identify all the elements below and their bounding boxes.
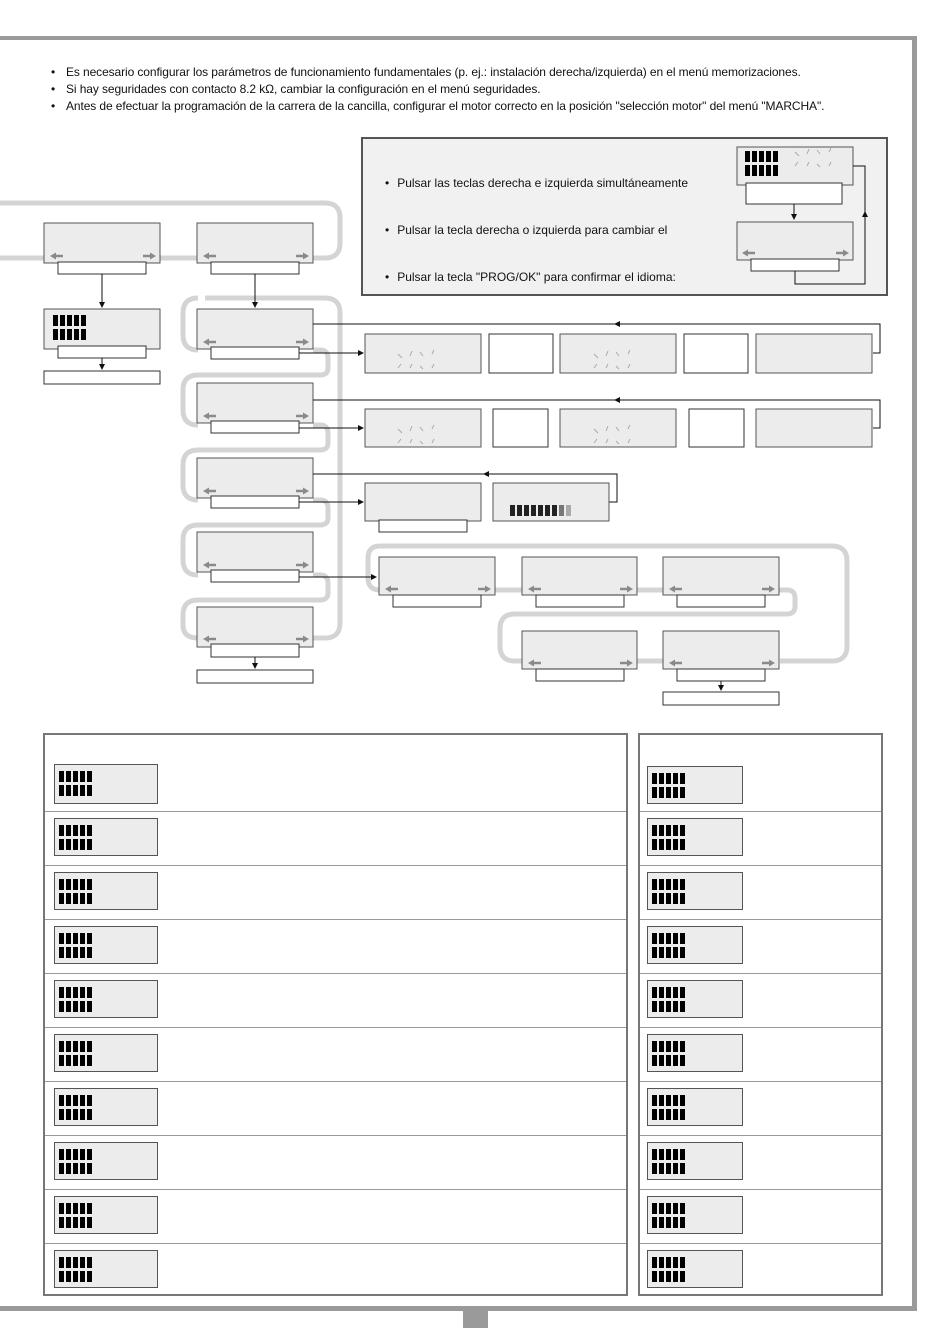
lcd-digits-icon (652, 1095, 685, 1120)
parameters-table-right (638, 733, 883, 1296)
lcd-digits-icon (59, 1257, 92, 1282)
lcd-display (54, 1196, 158, 1234)
lcd-digits-icon (59, 1041, 92, 1066)
lcd-display (54, 1088, 158, 1126)
lcd-digits-icon (652, 825, 685, 850)
table-row (45, 866, 626, 920)
language-step-2: • Pulsar la tecla derecha o izquierda para cambiar el (385, 223, 667, 237)
lcd-digits-icon (652, 1257, 685, 1282)
lcd-display (54, 926, 158, 964)
table-row (640, 866, 881, 920)
lcd-digits-icon (652, 1041, 685, 1066)
lcd-display (647, 1250, 743, 1288)
lcd-display (54, 872, 158, 910)
language-step-3: • Pulsar la tecla "PROG/OK" para confirmar el idioma: (385, 270, 676, 284)
lcd-digits-icon (652, 773, 685, 798)
lcd-digits-icon (59, 1149, 92, 1174)
table-row (45, 1028, 626, 1082)
lcd-display (54, 1034, 158, 1072)
lcd-display (647, 818, 743, 856)
table-row (45, 1082, 626, 1136)
lcd-display (647, 766, 743, 804)
lcd-display (54, 1250, 158, 1288)
language-step-1: • Pulsar las teclas derecha e izquierda simultáneamente (385, 176, 688, 190)
lcd-digits-icon (59, 987, 92, 1012)
progress-bar-icon (510, 505, 571, 516)
lcd-digits-icon (59, 1095, 92, 1120)
table-row (45, 1244, 626, 1296)
table-row (45, 812, 626, 866)
lcd-display (647, 1142, 743, 1180)
lcd-display (647, 980, 743, 1018)
menu-column (197, 309, 313, 683)
lcd-digits-icon (652, 987, 685, 1012)
lcd-digits-icon (59, 825, 92, 850)
table-row (640, 1082, 881, 1136)
note-item: • Antes de efectuar la programación de la carrera de la cancilla, configurar el motor correcto en la posición "selección motor" del menú "MARCHA". (48, 98, 908, 115)
lcd-digits-icon (652, 879, 685, 904)
lcd-digits-icon (59, 771, 92, 796)
table-row (640, 1028, 881, 1082)
table-row (640, 1136, 881, 1190)
lcd-display (54, 980, 158, 1018)
lcd-display (54, 1142, 158, 1180)
lcd-digits-icon (652, 1203, 685, 1228)
lcd-display (647, 1088, 743, 1126)
table-row (45, 1136, 626, 1190)
lcd-digits-icon (59, 933, 92, 958)
table-row (45, 920, 626, 974)
lcd-display (647, 872, 743, 910)
lcd-display (647, 1196, 743, 1234)
note-item: • Es necesario configurar los parámetros de funcionamiento fundamentales (p. ej.: instalación derecha/izquierda) en el menú memorizaciones. (48, 64, 908, 81)
lcd-digits-icon (59, 1203, 92, 1228)
table-row (45, 1190, 626, 1244)
lcd-display (647, 926, 743, 964)
lcd-digits-icon (652, 933, 685, 958)
note-item: • Si hay seguridades con contacto 8.2 kΩ, cambiar la configuración en el menú seguridades. (48, 81, 908, 98)
lcd-display (54, 764, 158, 804)
table-row (45, 974, 626, 1028)
table-row (45, 758, 626, 812)
lcd-digits-icon (59, 879, 92, 904)
table-row (640, 1190, 881, 1244)
table-row (640, 920, 881, 974)
table-row (640, 758, 881, 812)
lcd-digits-icon (652, 1149, 685, 1174)
table-row (640, 974, 881, 1028)
table-row (640, 1244, 881, 1296)
lcd-display (54, 818, 158, 856)
lcd-display (647, 1034, 743, 1072)
table-row (640, 812, 881, 866)
parameters-table-left (43, 733, 628, 1296)
